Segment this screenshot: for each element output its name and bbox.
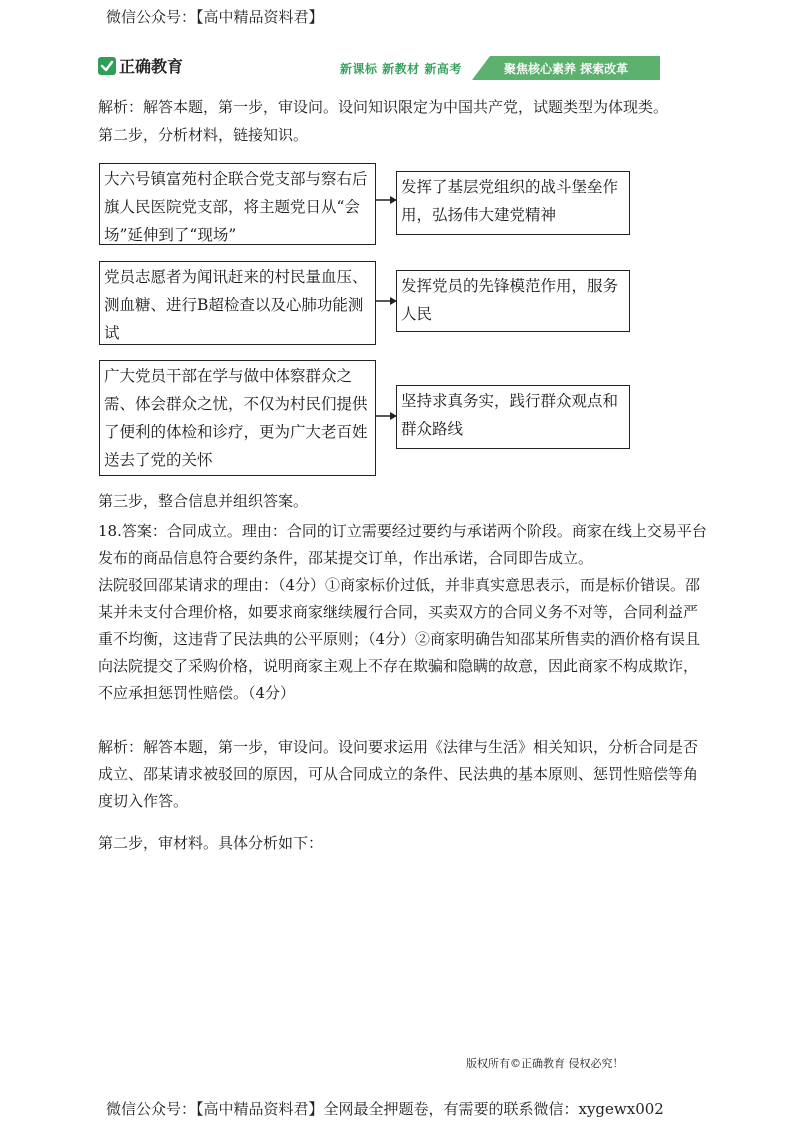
knowledge-box-1: 发挥了基层党组织的战斗堡垒作用，弘扬伟大建党精神	[396, 171, 630, 235]
brand-name: 正确教育	[119, 57, 184, 76]
slogan-left: 新课标 新教材 新高考	[340, 62, 462, 76]
knowledge-box-3: 坚持求真务实，践行群众观点和群众路线	[396, 385, 630, 449]
intro-analysis-line: 解析：解答本题，第一步，审设问。设问知识限定为中国共产党，试题类型为体现类。	[98, 98, 669, 116]
analysis-paragraph: 解析：解答本题，第一步，审设问。设问要求运用《法律与生活》相关知识，分析合同是否成立、邵某请求被驳回的原因，可从合同成立的条件、民法典的基本原则、惩罚性赔偿等角度切入作答。	[98, 738, 699, 810]
slogan-band	[472, 56, 660, 80]
arrow-icon	[376, 194, 398, 206]
material-box-2: 党员志愿者为闻讯赶来的村民量血压、测血糖、进行B超检查以及心肺功能测试	[99, 261, 376, 345]
brand-banner	[98, 54, 700, 82]
knowledge-box-2: 发挥党员的先锋模范作用，服务人民	[396, 270, 630, 332]
slogan-right: 聚焦核心素养 探索改革	[504, 62, 629, 76]
arrow-icon	[376, 410, 398, 422]
wechat-footer-note: 微信公众号：【高中精品资料君】全网最全押题卷，有需要的联系微信：xygewx002	[106, 1100, 664, 1118]
arrow-icon	[376, 295, 398, 307]
copyright-notice: 版权所有©正确教育 侵权必究！	[466, 1057, 624, 1070]
answer-18-paragraph: 18.答案：合同成立。理由：合同的订立需要经过要约与承诺两个阶段。商家在线上交易平台发布的商品信息符合要约条件，邵某提交订单，作出承诺，合同即告成立。	[98, 522, 707, 567]
step3-line: 第三步，整合信息并组织答案。	[98, 492, 309, 510]
brand-logo	[98, 54, 183, 77]
step2-materials-line: 第二步，审材料。具体分析如下：	[98, 834, 324, 852]
check-icon	[98, 57, 116, 75]
court-reason-paragraph: 法院驳回邵某请求的理由：（4分）①商家标价过低，并非真实意思表示，而是标价错误。邵某并未支付合理价格，如要求商家继续履行合同，买卖双方的合同义务不对等，合同利益严重不均衡，这违背了民法典的公平原则；（4分）②商家明确告知邵某所售卖的酒价格有误且向法院提交了采购价格，说明商家主观上不存在欺骗和隐瞒的故意，因此商家不构成欺诈，不应承担惩罚性赔偿。（4分）	[98, 576, 701, 702]
material-box-3: 广大党员干部在学与做中体察群众之需、体会群众之忧，不仅为村民们提供了便利的体检和诊疗，更为广大老百姓送去了党的关怀	[99, 360, 376, 476]
material-box-1: 大六号镇富苑村企联合党支部与察右后旗人民医院党支部，将主题党日从“会场”延伸到了“现场”	[99, 163, 376, 245]
wechat-header-note: 微信公众号：【高中精品资料君】	[106, 8, 324, 26]
intro-step2-line: 第二步，分析材料，链接知识。	[98, 126, 309, 144]
